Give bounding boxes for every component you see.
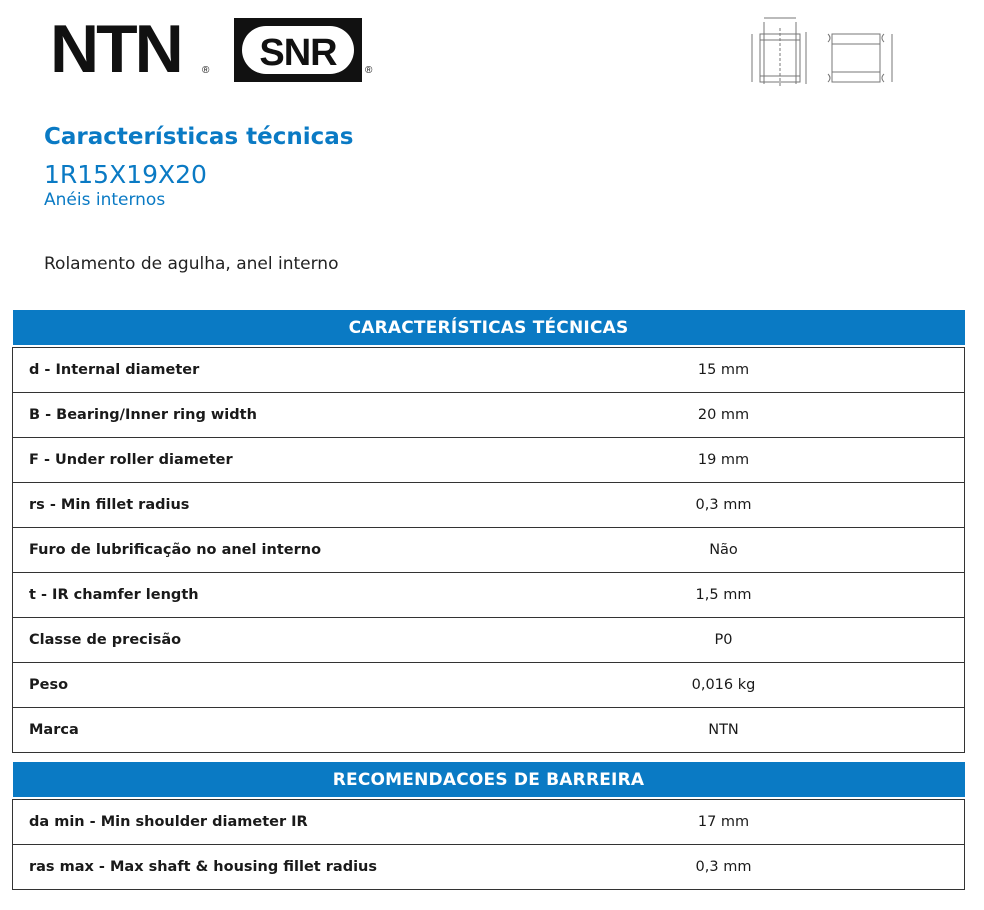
technical-table-heading: CARACTERÍSTICAS TÉCNICAS: [13, 310, 965, 345]
table-row: [13, 483, 965, 528]
product-description: Rolamento de agulha, anel interno: [44, 254, 339, 274]
svg-text:SNR: SNR: [259, 32, 337, 74]
bearing-diagram: [748, 14, 908, 88]
row-label: t - IR chamfer length: [13, 573, 484, 618]
table-row: [13, 438, 965, 483]
row-label: Classe de precisão: [13, 618, 484, 663]
row-label: Peso: [13, 663, 484, 708]
row-label: da min - Min shoulder diameter IR: [13, 800, 484, 845]
page-title: Características técnicas: [44, 124, 354, 150]
row-label: F - Under roller diameter: [13, 438, 484, 483]
table-row: [13, 618, 965, 663]
row-label: B - Bearing/Inner ring width: [13, 393, 484, 438]
row-value: P0: [483, 618, 965, 663]
technical-table: [12, 310, 965, 753]
row-label: d - Internal diameter: [13, 348, 484, 393]
table-row: [13, 800, 965, 845]
shoulder-table: [12, 762, 965, 890]
row-value: 1,5 mm: [483, 573, 965, 618]
svg-text:NTN: NTN: [50, 18, 181, 82]
table-row: [13, 663, 965, 708]
table-row: [13, 708, 965, 753]
row-label: ras max - Max shaft & housing fillet radius: [13, 845, 484, 890]
product-category: Anéis internos: [44, 190, 166, 210]
shoulder-table-heading: RECOMENDACOES DE BARREIRA: [13, 762, 965, 797]
row-label: rs - Min fillet radius: [13, 483, 484, 528]
table-row: [13, 393, 965, 438]
row-value: 0,016 kg: [483, 663, 965, 708]
svg-text:®: ®: [202, 65, 210, 76]
table-row: [13, 348, 965, 393]
row-value: 0,3 mm: [483, 845, 965, 890]
row-value: 17 mm: [483, 800, 965, 845]
row-value: 20 mm: [483, 393, 965, 438]
row-label: Marca: [13, 708, 484, 753]
table-row: [13, 845, 965, 890]
svg-text:®: ®: [365, 65, 373, 76]
product-code: 1R15X19X20: [44, 160, 207, 189]
snr-logo: [234, 18, 376, 82]
table-row: [13, 573, 965, 618]
row-value: 15 mm: [483, 348, 965, 393]
row-label: Furo de lubrificação no anel interno: [13, 528, 484, 573]
row-value: 0,3 mm: [483, 483, 965, 528]
ntn-logo: [50, 18, 212, 82]
row-value: NTN: [483, 708, 965, 753]
row-value: 19 mm: [483, 438, 965, 483]
table-row: [13, 528, 965, 573]
row-value: Não: [483, 528, 965, 573]
